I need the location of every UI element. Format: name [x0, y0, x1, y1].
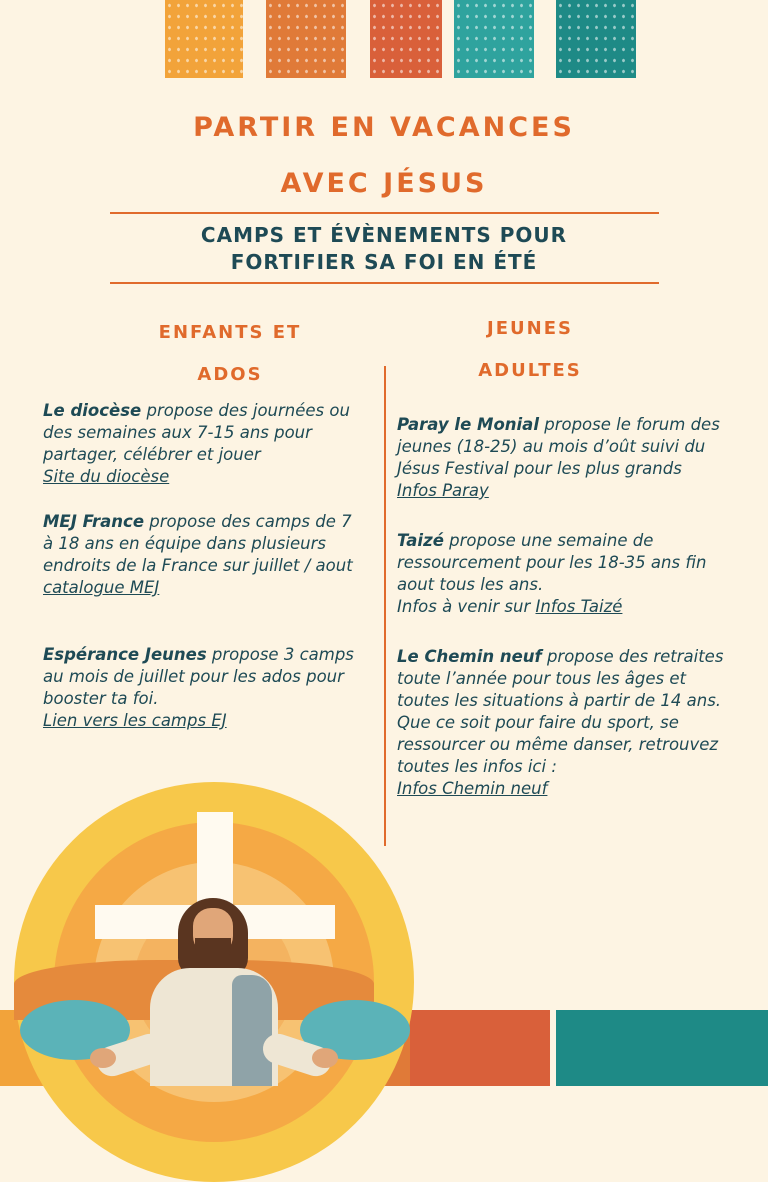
page-subtitle: [0, 222, 768, 276]
entry-text: propose des camps de 7 à 18 ans en équipe dans plusieurs endroits de la France sur juillet / aout: [43, 512, 353, 575]
page-title-line1: PARTIR EN VACANCES: [193, 112, 575, 143]
entry-text: propose des journées ou des semaines aux 7-15 ans pour partager, célébrer et jouer: [43, 401, 350, 464]
entry-taize: [397, 530, 742, 618]
right-column-heading: [430, 308, 630, 392]
entry-name: Taizé: [397, 531, 444, 550]
title-divider: [110, 212, 659, 214]
entry-name: Espérance Jeunes: [43, 645, 207, 664]
entry-paray: [397, 414, 742, 502]
right-heading-line2: ADULTES: [478, 360, 582, 381]
decorative-stripe: [556, 0, 636, 78]
link-infos-paray[interactable]: Infos Paray: [397, 481, 489, 500]
link-infos-chemin-neuf[interactable]: Infos Chemin neuf: [397, 779, 548, 798]
entry-diocese: [43, 400, 363, 488]
entry-name: MEJ France: [43, 512, 145, 531]
left-heading-line1: ENFANTS ET: [158, 322, 302, 343]
entry-esperance-jeunes: [43, 644, 363, 732]
entry-text: propose 3 camps au mois de juillet pour les ados pour booster ta foi.: [43, 645, 354, 708]
left-heading-line2: ADOS: [197, 364, 263, 385]
entry-name: Le diocèse: [43, 401, 142, 420]
decorative-stripe: [556, 1010, 768, 1086]
decorative-stripe: [410, 1010, 550, 1086]
entry-chemin-neuf: [397, 646, 742, 800]
right-heading-line1: JEUNES: [487, 318, 573, 339]
link-infos-taize[interactable]: Infos Taizé: [535, 597, 623, 616]
subtitle-divider: [110, 282, 659, 284]
link-prefix: Infos à venir sur: [397, 597, 536, 616]
entry-text: propose des retraites toute l’année pour tous les âges et toutes les situations à partir de 14 ans. Que ce soit pour faire du sport, se ressourcer ou même danser, retrouvez toutes les infos ici :: [397, 647, 724, 776]
decorative-stripe: [165, 0, 243, 78]
subtitle-line2: FORTIFIER SA FOI EN ÉTÉ: [230, 250, 538, 274]
link-catalogue-mej[interactable]: catalogue MEJ: [43, 578, 160, 597]
decorative-stripe: [454, 0, 534, 78]
entry-text: propose une semaine de ressourcement pour les 18-35 ans fin aout tous les ans.: [397, 531, 707, 594]
link-camps-ej[interactable]: Lien vers les camps EJ: [43, 711, 227, 730]
page-title-line2: AVEC JÉSUS: [280, 168, 488, 199]
entry-name: Le Chemin neuf: [397, 647, 542, 666]
link-site-diocese[interactable]: Site du diocèse: [43, 467, 170, 486]
column-divider: [384, 366, 386, 846]
subtitle-line1: CAMPS ET ÉVÈNEMENTS POUR: [200, 223, 568, 247]
left-column-heading: [120, 312, 340, 396]
decorative-stripe: [266, 0, 346, 78]
entry-text: propose le forum des jeunes (18-25) au mois d’oût suivi du Jésus Festival pour les plus grands: [397, 415, 720, 478]
entry-name: Paray le Monial: [397, 415, 539, 434]
entry-mej: [43, 511, 363, 599]
decorative-stripe: [370, 0, 442, 78]
